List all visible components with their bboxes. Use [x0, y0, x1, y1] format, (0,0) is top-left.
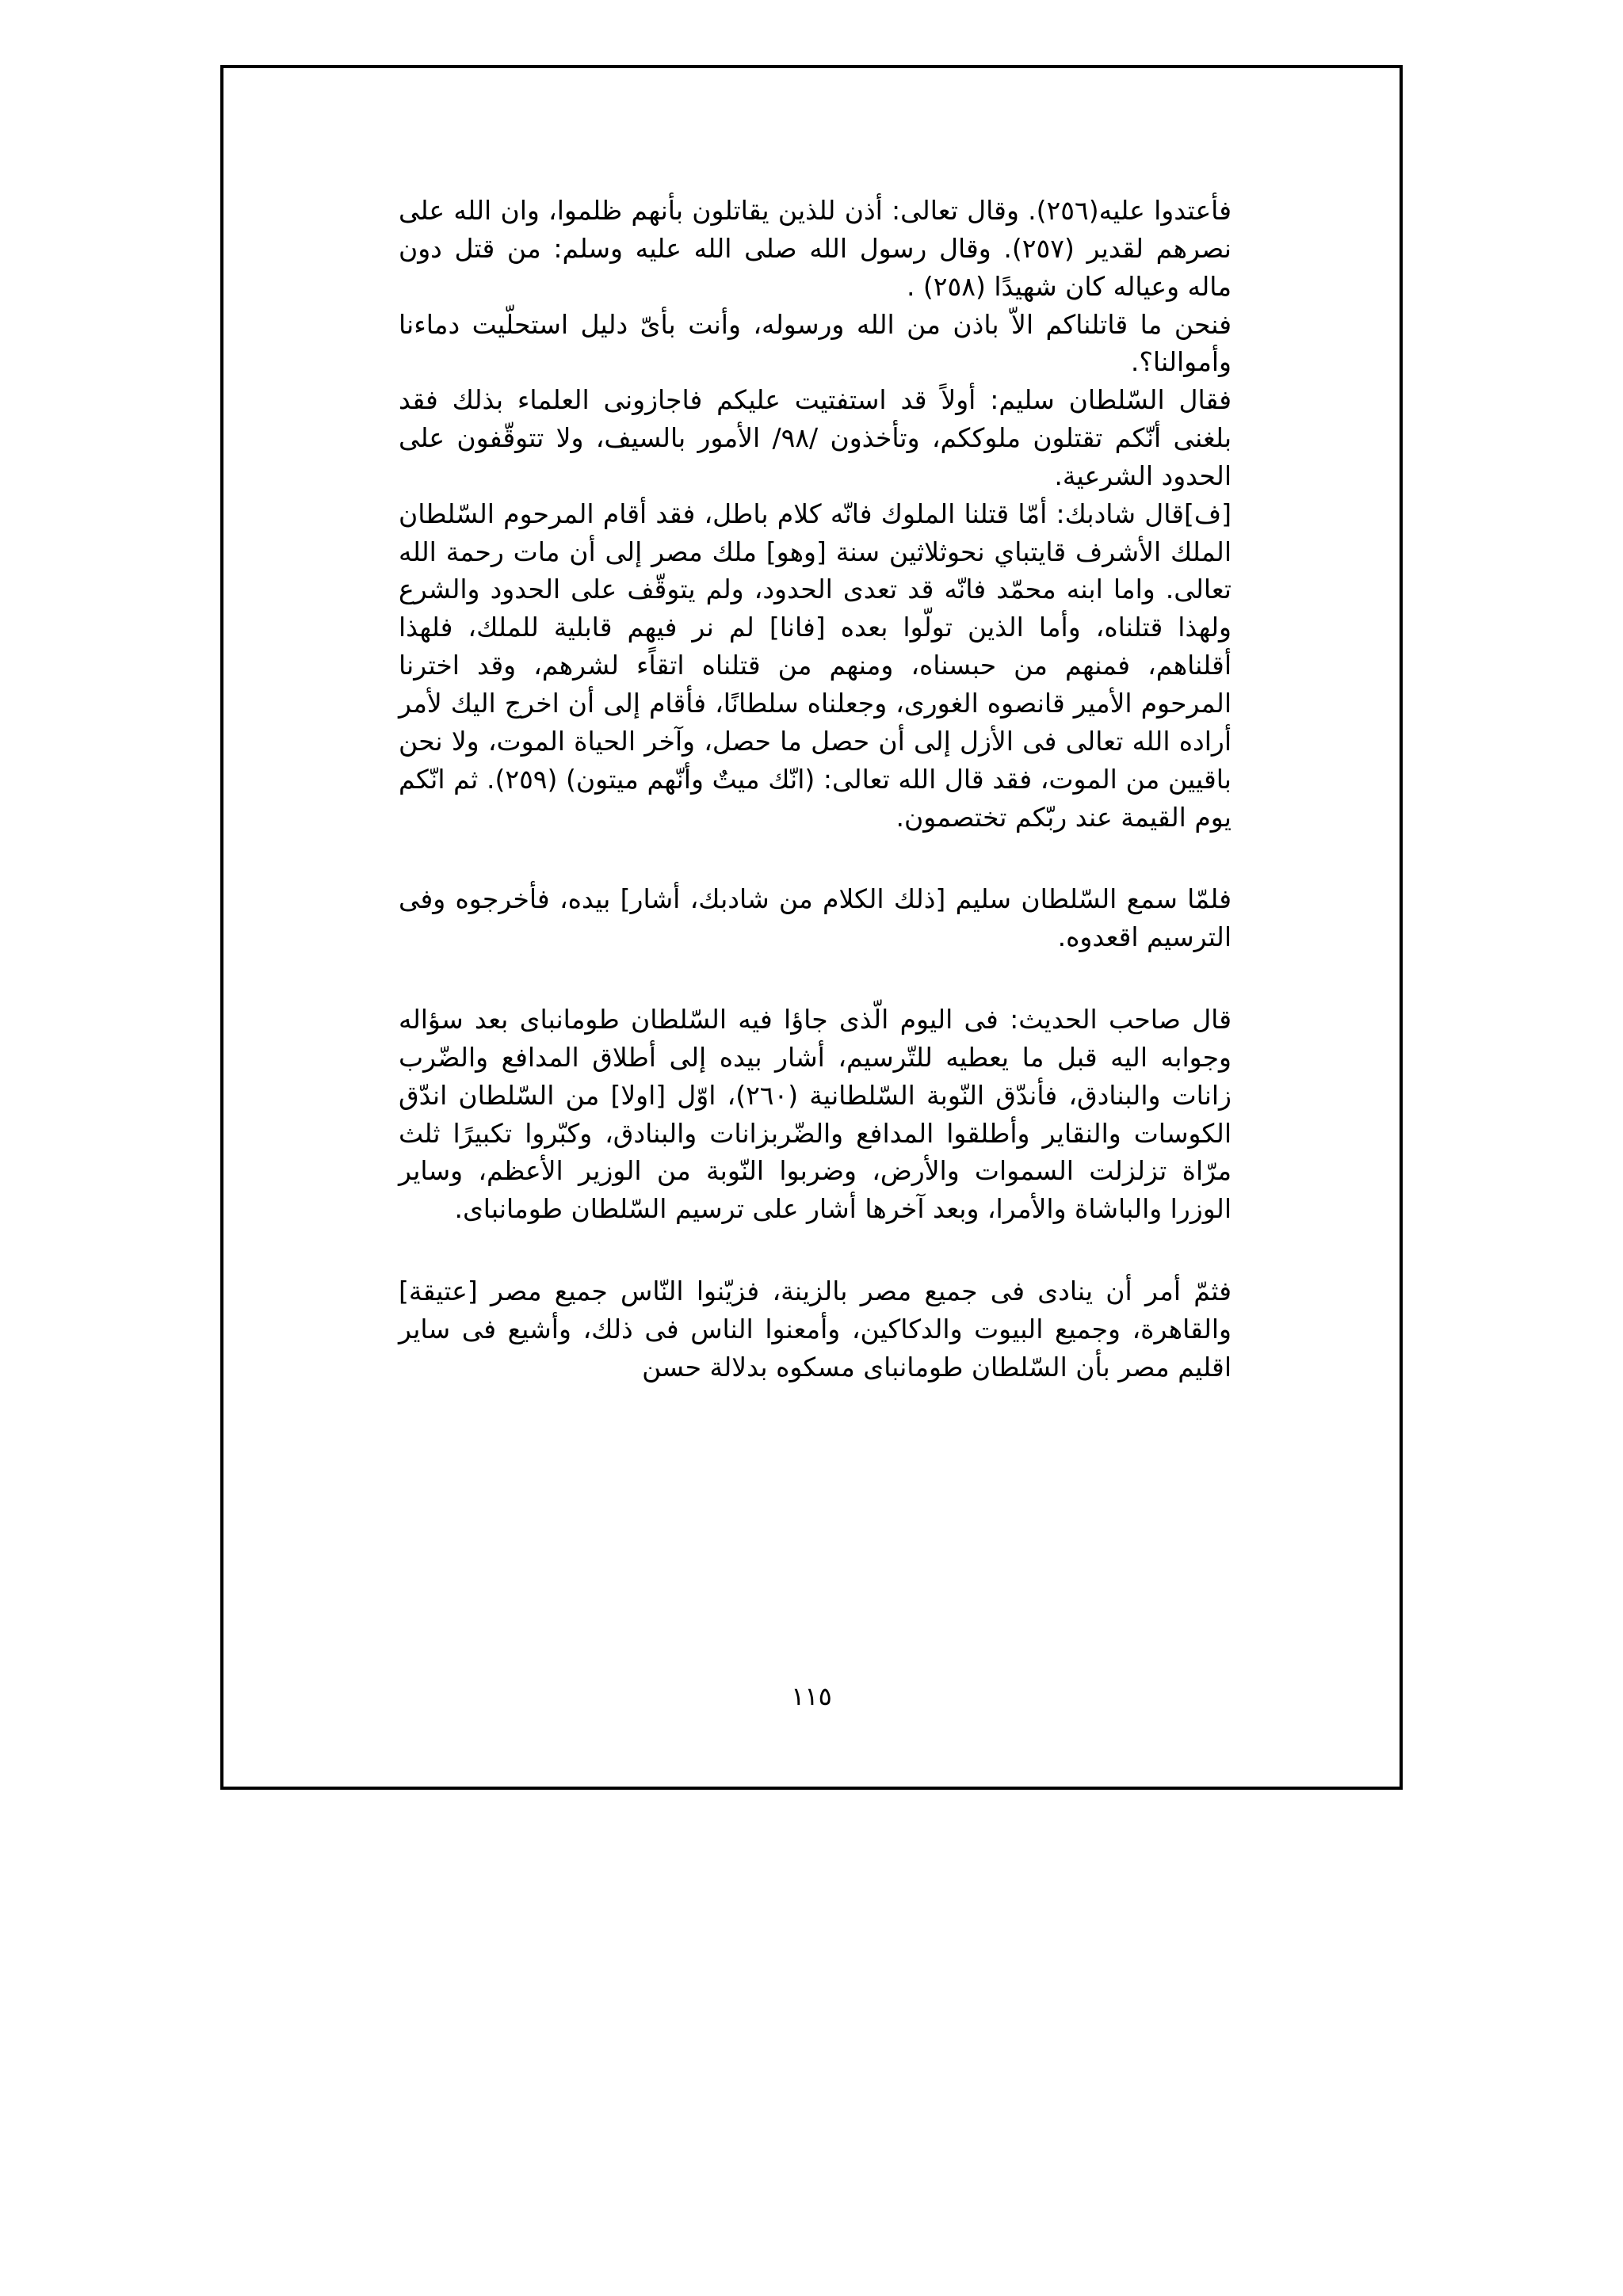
paragraph-selim-orders: فلمّا سمع السّلطان سليم [ذلك الكلام من شادبك، أشار] بيده، فأخرجوه وفى الترسيم اقعدوه.: [399, 883, 1232, 953]
paragraph-sultan-selim-reply: فقال السّلطان سليم: أولاً قد استفتيت عليكم فاجازونى العلماء بذلك فقد بلغنى أنّكم تقتلون ملوككم، وتأخذون /٩٨/ الأمور بالسيف، ولا تتوقّفون على الحدود الشرعية.: [399, 384, 1232, 491]
paragraph-quran-hadith: فأعتدوا عليه(٢٥٦). وقال تعالى: أذن للذين يقاتلون بأنهم ظلموا، وان الله على نصرهم لقدير (٢٥٧). وقال رسول الله صلى الله عليه وسلم: من قتل دون ماله وعياله كان شهيدًا (٢٥٨) .: [399, 195, 1232, 302]
paragraph-celebration: فثمّ أمر أن ينادى فى جميع مصر بالزينة، فزيّنوا النّاس جميع مصر [عتيقة] والقاهرة، وجميع البيوت والدكاكين، وأمعنوا الناس فى ذلك، وأشيع فى ساير اقليم مصر بأن السّلطان طومانباى مسكوه بدلالة حسن: [399, 1276, 1232, 1383]
page-number: ١١٥: [791, 1681, 832, 1711]
body-text: [399, 192, 1232, 1386]
paragraph-question: فنحن ما قاتلناكم الاّ باذن من الله ورسوله، وأنت بأىّ دليل استحلّيت دماءنا وأموالنا؟.: [399, 308, 1232, 378]
paragraph-shadbak-reply: [ف]قال شادبك: أمّا قتلنا الملوك فانّه كلام باطل، فقد أقام المرحوم السّلطان الملك الأشرف قايتباي نحوثلاثين سنة [وهو] ملك مصر إلى أن مات رحمة الله تعالى. واما ابنه محمّد فانّه قد تعدى الحدود، ولم يتوقّف على الحدود والشرع ولهذا قتلناه، وأما الذين تولّوا بعده [فانا] لم نر فيهم قابلية للملك، فلهذا أقلناهم، فمنهم من حبسناه، ومنهم من قتلناه اتقاًء لشرهم، وقد اخترنا المرحوم الأمير قانصوه الغورى، وجعلناه سلطانًا، فأقام إلى أن اخرج اليك لأمر أراده الله تعالى فى الأزل إلى أن حصل ما حصل، وآخر الحياة الموت، ولا نحن باقيين من الموت، فقد قال الله تعالى: (انّك ميتٌ وأنّهم ميتون) (٢٥٩). ثم انّكم يوم القيمة عند ربّكم تختصمون.: [399, 498, 1232, 833]
paragraph-narrator: قال صاحب الحديث: فى اليوم الّذى جاؤا فيه السّلطان طومانباى بعد سؤاله وجوابه اليه قبل ما يعطيه للتّرسيم، أشار بيده إلى أطلاق المدافع والضّرب زانات والبنادق، فأندّق النّوبة السّلطانية (٢٦٠)، اوّل [اولا] من السّلطان اندّق الكوسات والنقاير وأطلقوا المدافع والضّربزانات والبنادق، وكبّروا تكبيرًا ثلث مرّاة تزلزلت السموات والأرض، وضربوا النّوبة من الوزير الأعظم، وساير الوزرا والباشاة والأمرا، وبعد آخرها أشار على ترسيم السّلطان طومانباى.: [399, 1004, 1232, 1225]
